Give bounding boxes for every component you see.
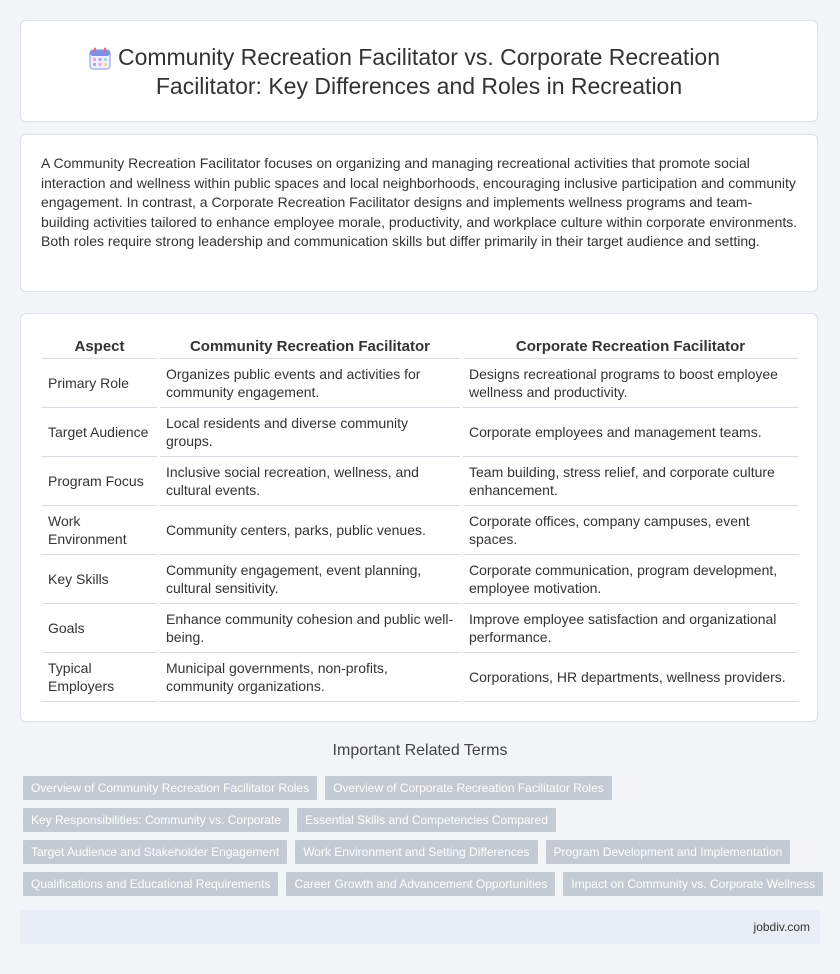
tag-row — [23, 840, 823, 864]
related-term-link[interactable]: Overview of Corporate Recreation Facilitator Roles — [325, 776, 612, 800]
community-cell: Community engagement, event planning, cultural sensitivity. — [159, 555, 462, 604]
table-row — [42, 653, 798, 702]
community-cell: Municipal governments, non-profits, community organizations. — [159, 653, 462, 702]
related-term-link[interactable]: Qualifications and Educational Requirements — [23, 872, 278, 896]
footer-bar — [20, 910, 820, 944]
intro-card — [20, 134, 818, 292]
aspect-cell: Typical Employers — [42, 653, 159, 702]
related-terms-heading: Important Related Terms — [332, 742, 508, 759]
aspect-cell: Key Skills — [42, 555, 159, 604]
tag-row — [23, 872, 823, 896]
comparison-table — [42, 336, 798, 702]
table-header-row — [42, 336, 798, 359]
table-row — [42, 604, 798, 653]
aspect-cell: Target Audience — [42, 408, 159, 457]
tag-row — [23, 776, 823, 800]
aspect-cell: Primary Role — [42, 359, 159, 408]
community-cell: Community centers, parks, public venues. — [159, 506, 462, 555]
table-row — [42, 457, 798, 506]
header-corporate: Corporate Recreation Facilitator — [462, 336, 799, 359]
table-row — [42, 506, 798, 555]
related-term-link[interactable]: Essential Skills and Competencies Compared — [297, 808, 556, 832]
comparison-card — [20, 313, 818, 722]
corporate-cell: Team building, stress relief, and corporate culture enhancement. — [462, 457, 799, 506]
related-term-link[interactable]: Work Environment and Setting Differences — [295, 840, 537, 864]
related-term-link[interactable]: Target Audience and Stakeholder Engagement — [23, 840, 287, 864]
corporate-cell: Corporate communication, program development, employee motivation. — [462, 555, 799, 604]
table-row — [42, 359, 798, 408]
aspect-cell: Work Environment — [42, 506, 159, 555]
tag-row — [23, 808, 823, 832]
community-cell: Inclusive social recreation, wellness, and cultural events. — [159, 457, 462, 506]
table-row — [42, 555, 798, 604]
related-term-link[interactable]: Key Responsibilities: Community vs. Corporate — [23, 808, 289, 832]
community-cell: Enhance community cohesion and public well-being. — [159, 604, 462, 653]
page-title-line1: Community Recreation Facilitator vs. Corporate Recreation — [117, 44, 721, 70]
corporate-cell: Corporate offices, company campuses, event spaces. — [462, 506, 799, 555]
corporate-cell: Designs recreational programs to boost employee wellness and productivity. — [462, 359, 799, 408]
related-term-link[interactable]: Career Growth and Advancement Opportunities — [286, 872, 555, 896]
community-cell: Local residents and diverse community groups. — [159, 408, 462, 457]
header-aspect: Aspect — [42, 336, 159, 359]
related-term-link[interactable]: Impact on Community vs. Corporate Wellness — [563, 872, 823, 896]
aspect-cell: Program Focus — [42, 457, 159, 506]
corporate-cell: Improve employee satisfaction and organizational performance. — [462, 604, 799, 653]
site-link[interactable]: jobdiv.com — [753, 920, 810, 934]
header-card — [20, 20, 818, 122]
page-title-line2: Facilitator: Key Differences and Roles in Recreation — [155, 73, 683, 99]
community-cell: Organizes public events and activities for community engagement. — [159, 359, 462, 408]
corporate-cell: Corporations, HR departments, wellness providers. — [462, 653, 799, 702]
header-community: Community Recreation Facilitator — [159, 336, 462, 359]
page-title — [21, 43, 817, 101]
table-row — [42, 408, 798, 457]
related-term-link[interactable]: Program Development and Implementation — [546, 840, 791, 864]
corporate-cell: Corporate employees and management teams. — [462, 408, 799, 457]
intro-paragraph: A Community Recreation Facilitator focuses on organizing and managing recreational activities that promote social interaction and wellness within public spaces and local neighborhoods, encouraging inclusive participation and community engagement. In contrast, a Corporate Recreation Facilitator designs and implements wellness programs and team-building activities tailored to enhance employee morale, productivity, and workplace culture within corporate environments. Both roles require strong leadership and communication skills but differ primarily in their target audience and setting. — [41, 155, 798, 250]
aspect-cell: Goals — [42, 604, 159, 653]
related-term-link[interactable]: Overview of Community Recreation Facilitator Roles — [23, 776, 317, 800]
related-terms-list — [23, 776, 823, 904]
